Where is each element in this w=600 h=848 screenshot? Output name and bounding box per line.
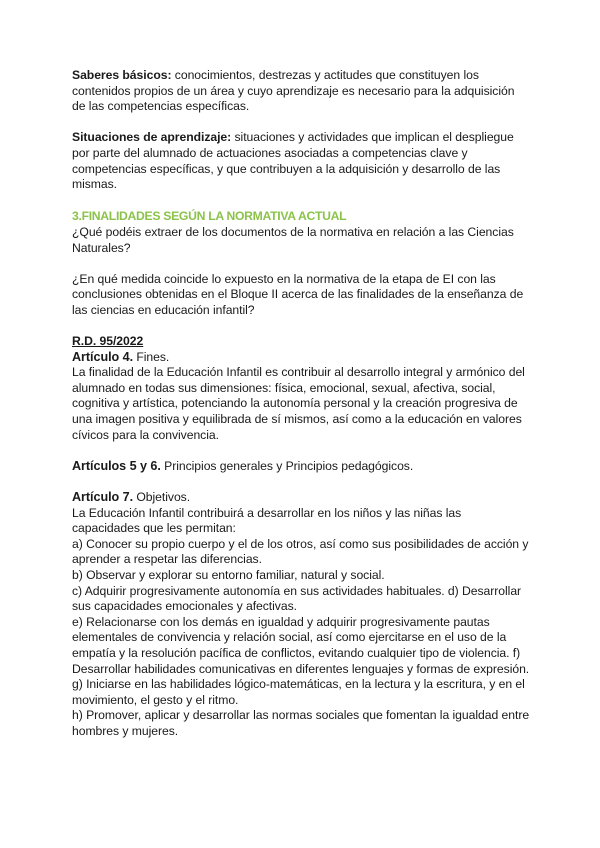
saberes-term: Saberes básicos: [72,68,172,82]
question-2: ¿En qué medida coincide lo expuesto en la normativa de la etapa de EI con las conclusiones obtenidas en el Bloque II acerca de las finalidades de la enseñanza de las ciencias en educación infantil? [72,271,524,317]
art7-label: Objetivos. [133,490,191,505]
question-1: ¿Qué podéis extraer de los documentos de la normativa en relación a las Ciencias Naturales? [72,224,514,255]
document-page [72,68,530,740]
art56-label: Principios generales y Principios pedagógicos. [160,458,414,473]
section-heading: 3.FINALIDADES SEGÚN LA NORMATIVA ACTUAL [72,209,347,224]
art4-header [72,350,530,366]
art56-title: Artículos 5 y 6. [72,458,161,473]
situaciones-text: situaciones y actividades que implican el despliegue por parte del alumnado de actuaciones asociadas a competencias clave y competencias específicas, y que contribuyen a la adquisición y desarrollo de las mismas. [72,130,514,192]
situaciones-term: Situaciones de aprendizaje: [72,130,232,145]
art4-label: Fines. [133,349,170,364]
saberes-text: conocimientos, destrezas y actitudes que constituyen los contenidos propios de un área y cuyo aprendizaje es necesario para la adquisición de las competencias específicas. [72,68,515,114]
saberes-paragraph [72,68,530,115]
art7-item-g: g) Iniciarse en las habilidades lógico-matemáticas, en la lectura y la escritura, y en el movimiento, el gesto y el ritmo. [72,677,525,707]
art7-item-ef: e) Relacionarse con los demás en igualdad y adquirir progresivamente pautas elementales de convivencia y relación social, así como ejercitarse en el uso de la empatía y la resolución pacífica de conflictos, evitando cualquier tipo de violencia. f) Desarrollar habilidades comunicativas en diferentes lenguajes y formas de expresión. [72,614,530,676]
art56-header [72,459,530,475]
art7-title: Artículo 7. [72,490,134,505]
art4-title: Artículo 4. [72,349,134,364]
art7-item-cd: c) Adquirir progresivamente autonomía en sus actividades habituales. d) Desarrollar sus capacidades emocionales y afectivas. [72,583,522,614]
art7-header [72,490,530,506]
art7-intro: La Educación Infantil contribuirá a desarrollar en los niños y las niñas las capacidades que les permitan: [72,505,462,536]
art7-item-b: b) Observar y explorar su entorno familiar, natural y social. [72,568,385,582]
art7-item-h: h) Promover, aplicar y desarrollar las normas sociales que fomentan la igualdad entre hombres y mujeres. [72,708,530,738]
art7-item-a: a) Conocer su propio cuerpo y el de los otros, así como sus posibilidades de acción y aprender a respetar las diferencias. [72,536,529,567]
situaciones-paragraph [72,130,530,192]
rd-title: R.D. 95/2022 [72,334,144,349]
art4-text: La finalidad de la Educación Infantil es contribuir al desarrollo integral y armónico del alumnado en todas sus dimensiones: física, emocional, sexual, afectiva, social, cognitiva y artística, potenciando la autonomía personal y la creación progresiva de una imagen positiva y equilibrada de sí mismos, así como a la educación en valores cívicos para la convivencia. [72,365,525,442]
